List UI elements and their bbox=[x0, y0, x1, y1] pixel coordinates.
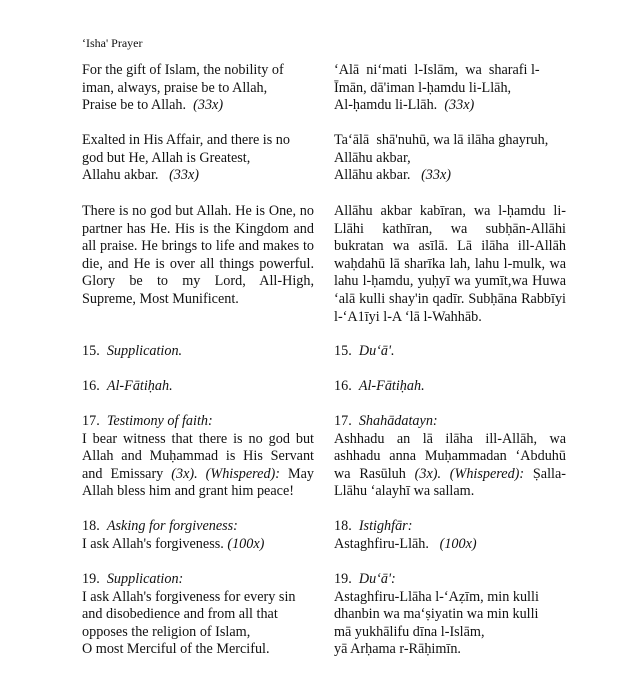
english-heading bbox=[82, 343, 314, 361]
text-line: I ask Allah's forgiveness for every sin bbox=[82, 588, 296, 605]
text-line: god but He, Allah is Greatest, bbox=[82, 149, 251, 166]
text-line: and disobedience and from all that bbox=[82, 606, 278, 623]
item-number: 15. bbox=[82, 343, 100, 359]
item-number: 15. bbox=[334, 343, 352, 359]
section-row bbox=[82, 132, 566, 185]
item-title: Istighfār: bbox=[358, 518, 413, 534]
item-title: Shahādatayn: bbox=[358, 413, 438, 429]
text-line: Praise be to Allah. bbox=[82, 97, 187, 114]
item-number: 19. bbox=[334, 571, 352, 587]
text-line: iman, always, praise be to Allah, bbox=[82, 79, 268, 96]
item-number: 17. bbox=[334, 413, 352, 429]
english-block bbox=[82, 571, 314, 659]
item-text-tail: May Allah bless him and grant him peace! bbox=[82, 465, 315, 500]
section-row bbox=[82, 413, 566, 501]
repeat-count: (3x). (Whispered): bbox=[171, 465, 280, 482]
item-title: Supplication: bbox=[106, 571, 184, 587]
text-line: Al-ḥamdu li-Llāh. bbox=[334, 97, 438, 114]
repeat-count: (100x) bbox=[227, 535, 265, 552]
transliteration-block bbox=[334, 571, 566, 659]
item-title: Du‘ā': bbox=[358, 571, 396, 587]
item-number: 16. bbox=[82, 378, 100, 394]
item-number: 18. bbox=[334, 518, 352, 534]
english-heading bbox=[82, 378, 314, 396]
page-header: ‘Isha' Prayer bbox=[82, 36, 143, 50]
repeat-count: (33x) bbox=[444, 97, 475, 114]
repeat-count: (33x) bbox=[169, 167, 200, 184]
transliteration-heading bbox=[334, 343, 566, 361]
text-line: opposes the religion of Islam, bbox=[82, 623, 251, 640]
section-row bbox=[82, 62, 566, 115]
item-number: 17. bbox=[82, 413, 100, 429]
repeat-count: (3x). (Whispered): bbox=[414, 465, 525, 482]
english-block bbox=[82, 518, 314, 553]
item-title: Supplication. bbox=[106, 343, 183, 359]
text-line: Exalted in His Affair, and there is no bbox=[82, 132, 290, 148]
section-row bbox=[82, 343, 566, 361]
item-text: Ashhadu an lā ilāha ill-Allāh, wa ashhadu anna Muḥammadan ‘Abduhū wa Rasūluh bbox=[334, 430, 566, 482]
english-block: There is no god but Allah. He is One, no partner has He. His is the Kingdom and all praise. He brings to life and makes to die, and He is over all things powerful. Glory be to my Lord, All-High, Supreme, Most Munificent. bbox=[82, 203, 314, 307]
english-block bbox=[82, 413, 314, 501]
text-line: Allahu akbar. bbox=[82, 167, 159, 184]
repeat-count: (33x) bbox=[193, 97, 224, 114]
english-block bbox=[82, 132, 314, 185]
transliteration-block bbox=[334, 413, 566, 501]
text-line: For the gift of Islam, the nobility of bbox=[82, 62, 284, 78]
item-text: I bear witness that there is no god but Allah and Muḥammad is His Servant and Emissary bbox=[82, 430, 314, 482]
item-number: 18. bbox=[82, 518, 100, 534]
transliteration-block bbox=[334, 518, 566, 553]
text-line: Astaghfiru-Llāha l-‘Aẓīm, min kulli bbox=[334, 588, 539, 605]
english-block bbox=[82, 62, 314, 115]
item-title: Testimony of faith: bbox=[106, 413, 213, 429]
text-line: Allāhu akbar. bbox=[334, 167, 411, 184]
item-title: Al-Fātiḥah. bbox=[358, 378, 425, 394]
repeat-count: (33x) bbox=[421, 167, 452, 184]
item-text-tail: Ṣalla-Llāhu ‘alayhī wa sallam. bbox=[334, 465, 566, 500]
transliteration-block bbox=[334, 132, 566, 185]
text-line: Īmān, dā'iman l-ḥamdu li-Llāh, bbox=[334, 79, 512, 96]
item-text: I ask Allah's forgiveness. bbox=[82, 535, 224, 552]
transliteration-heading bbox=[334, 378, 566, 396]
section-row bbox=[82, 203, 566, 326]
transliteration-block: Allāhu akbar kabīran, wa l-ḥamdu li-Llāhi kathīran, wa subḥān-Allāhi bukratan wa asīlā. Lā ilāha ill-Allāh waḥdahū lā sharīka lah, lahu l-mulk, wa lahu l-ḥamdu, yuḥyī wa yumīt,wa Huwa ‘alā kulli shay'in qadīr. Subḥāna Rabbīyi l-‘A1īyi l-A ‘lā l-Wahhāb. bbox=[334, 203, 566, 325]
section-row bbox=[82, 571, 566, 659]
item-number: 19. bbox=[82, 571, 100, 587]
text-line: ‘Alā niʻmati l-Islām, wa sharafi l- bbox=[334, 62, 540, 78]
text-line: yā Arḥama r-Rāḥimīn. bbox=[334, 641, 461, 658]
text-line: O most Merciful of the Merciful. bbox=[82, 641, 270, 658]
item-text: Astaghfiru-Llāh. bbox=[334, 535, 429, 552]
section-row bbox=[82, 378, 566, 396]
text-line: dhanbin wa ma‘ṣiyatin wa min kulli bbox=[334, 606, 539, 623]
text-line: Allāhu akbar, bbox=[334, 149, 411, 166]
section-row bbox=[82, 518, 566, 553]
transliteration-block bbox=[334, 62, 566, 115]
item-title: Al-Fātiḥah. bbox=[106, 378, 173, 394]
repeat-count: (100x) bbox=[439, 535, 477, 552]
item-number: 16. bbox=[334, 378, 352, 394]
item-title: Du‘ā'. bbox=[358, 343, 395, 359]
text-line: mā yukhālifu dīna l-Islām, bbox=[334, 623, 485, 640]
text-line: Taʻālā shā'nuhū, wa lā ilāha ghayruh, bbox=[334, 132, 549, 148]
item-title: Asking for forgiveness: bbox=[106, 518, 238, 534]
